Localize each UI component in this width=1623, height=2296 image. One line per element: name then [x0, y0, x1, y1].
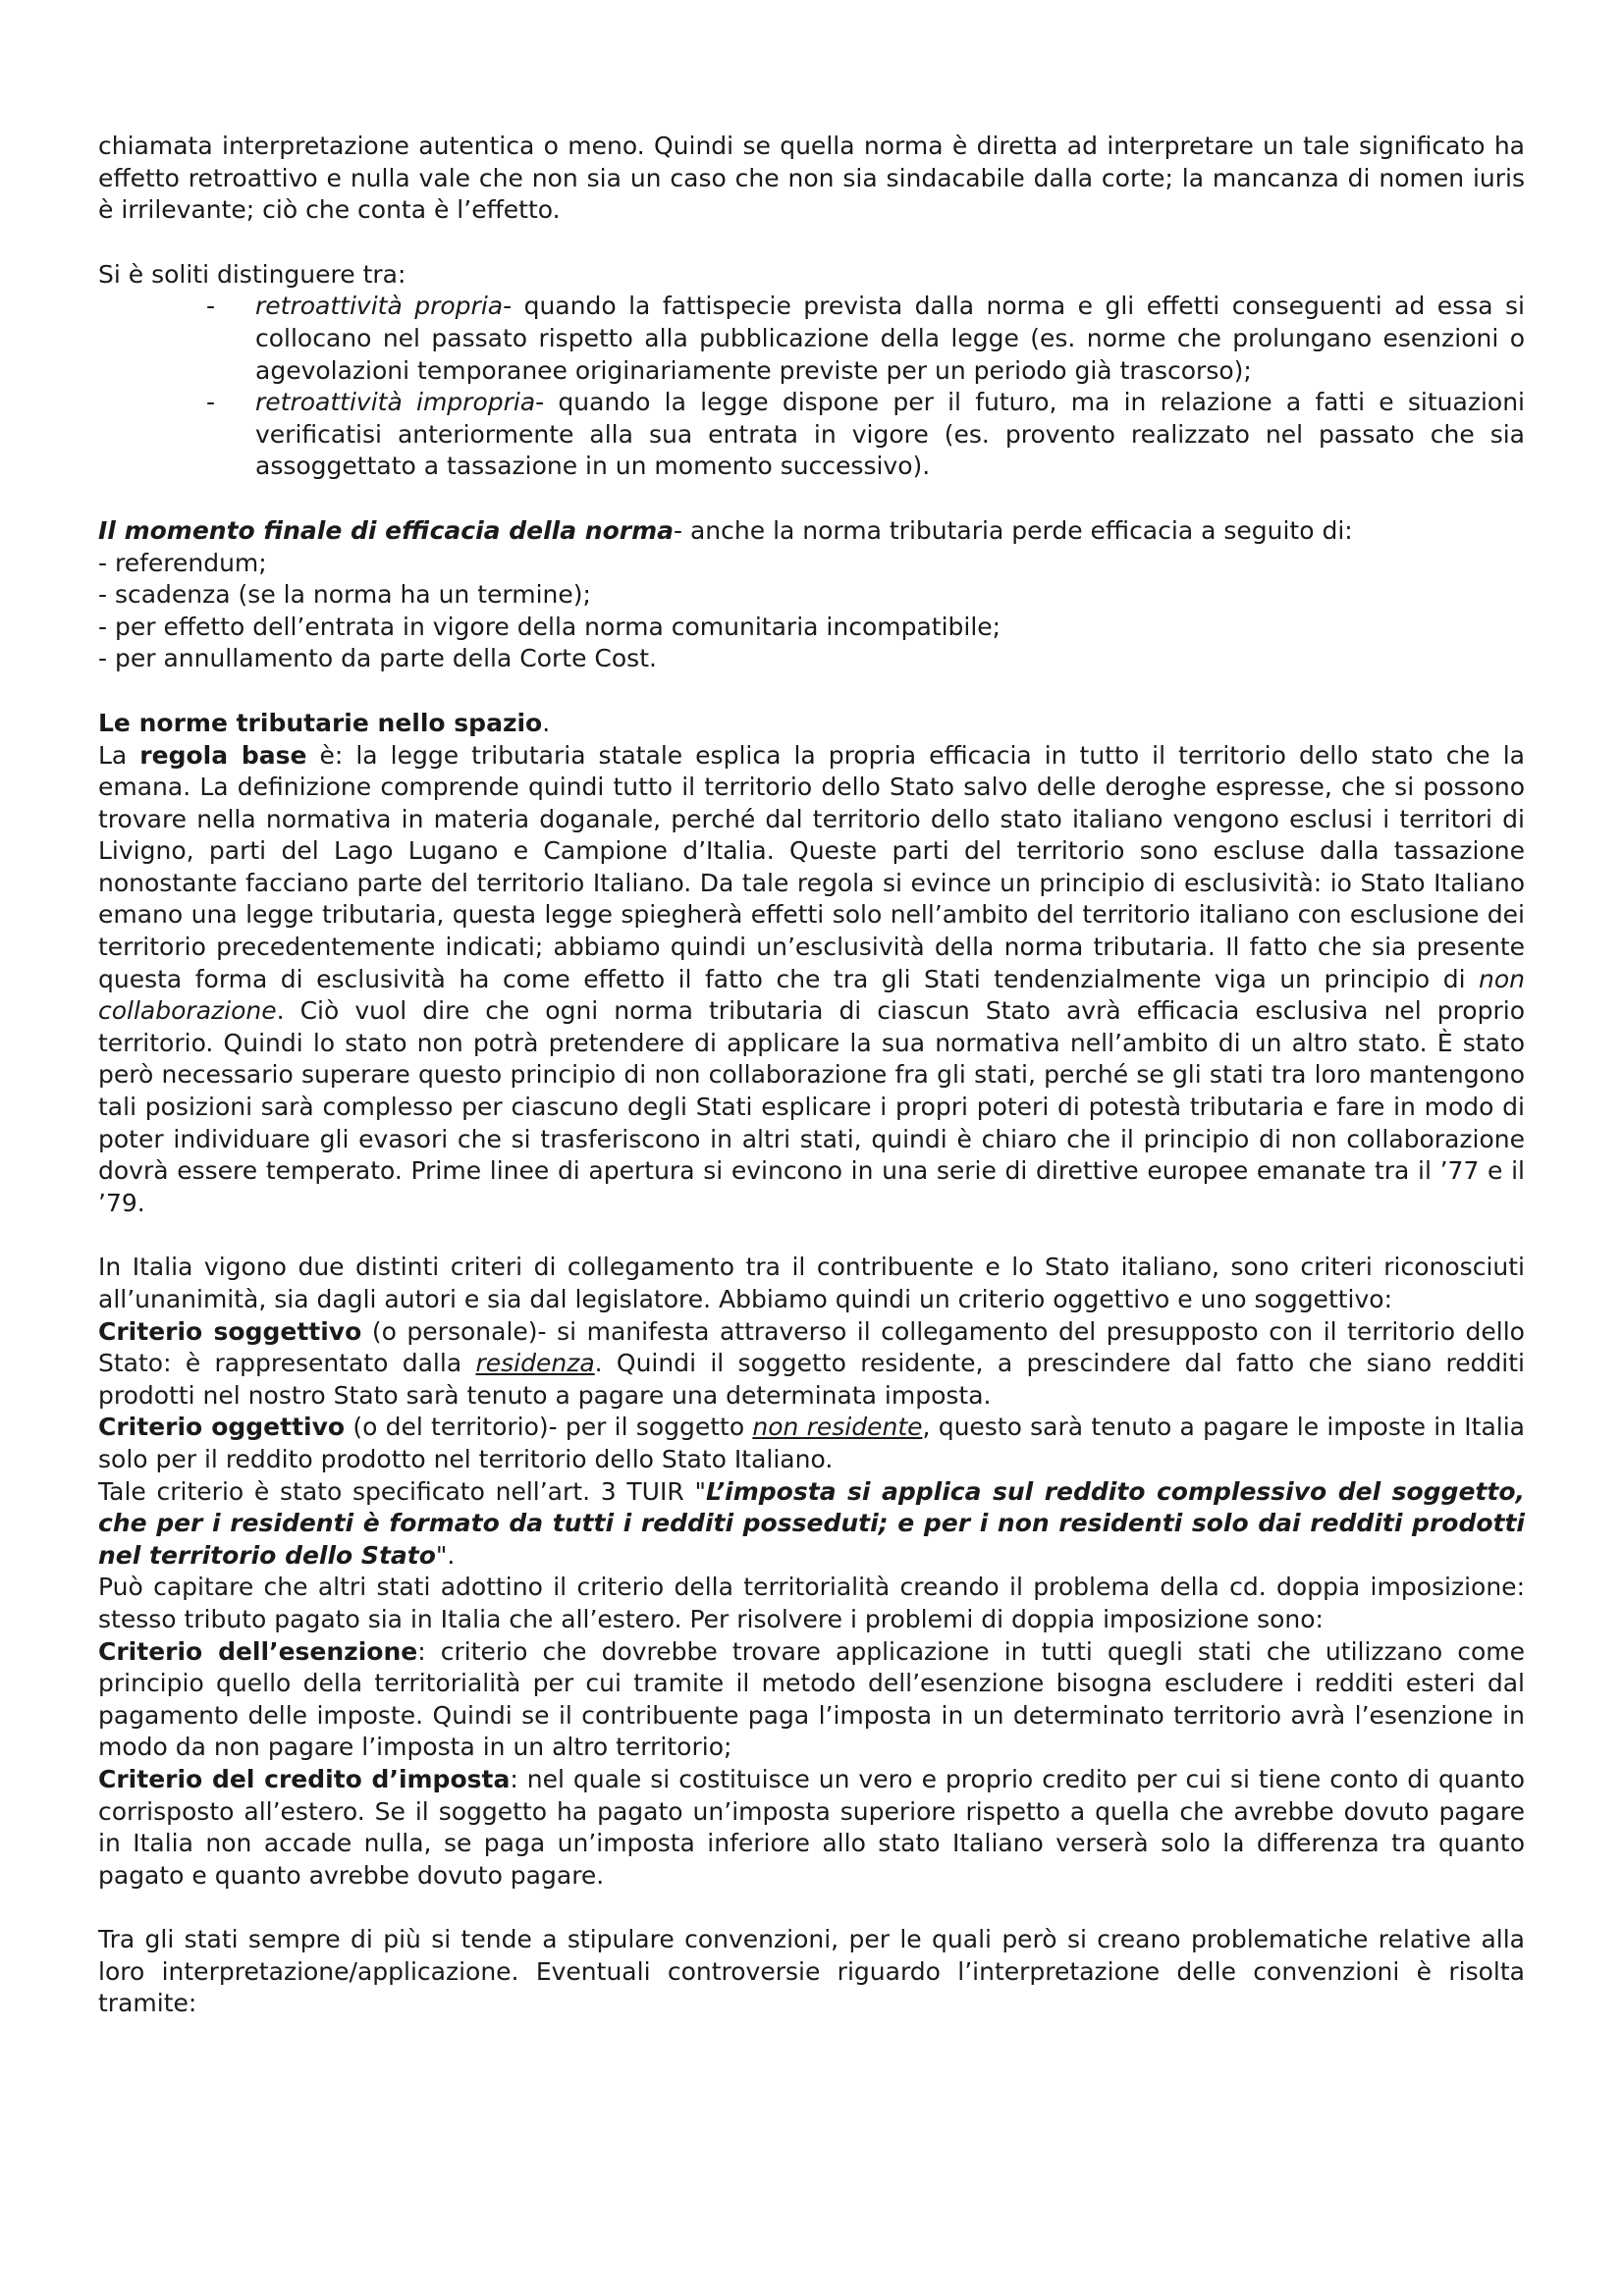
spacer — [98, 1892, 1525, 1924]
paragraph-text: - anche la norma tributaria perde efficacia a seguito di: — [674, 515, 1353, 545]
text-run: Tale criterio è stato specificato nell’art. 3 TUIR " — [98, 1476, 706, 1506]
spacer — [98, 483, 1525, 515]
italic-non-collaborazione: non collaborazione — [98, 964, 1525, 1026]
paragraph-criterio-soggettivo — [98, 1316, 1525, 1413]
list-item — [98, 387, 1525, 483]
paragraph-regola-base — [98, 740, 1525, 1220]
retroactivity-list — [98, 291, 1525, 483]
text-run: : criterio che dovrebbe trovare applicazione in tutti quegli stati che utilizzano come principio quello della territorialità per cui tramite il metodo dell’esenzione bisogna escludere i redditi esteri dal pagamento delle imposte. Quindi se il contribuente paga l’imposta in un determinato territorio avrà l’esenzione in modo da non pagare l’imposta in un altro territorio; — [98, 1636, 1525, 1762]
list-item: - referendum; — [98, 548, 267, 577]
text-run: è: la legge tributaria statale esplica la propria efficacia in tutto il territorio dello stato che la emana. La definizione comprende quindi tutto il territorio dello Stato salvo delle deroghe espresse, che si possono trovare nella normativa in materia doganale, perché dal territorio dello stato italiano vengono esclusi i territori di Livigno, parti del Lago Lugano e Campione d’Italia. Queste parti del territorio sono escluse dalla tassazione nonostante facciano parte del territorio Italiano. Da tale regola si evince un principio di esclusività: io Stato Italiano emano una legge tributaria, questa legge spiegherà effetti solo nell’ambito del territorio italiano con esclusione dei territorio precedentemente indicati; abbiamo quindi un’esclusività della norma tributaria. Il fatto che sia presente questa forma di esclusività ha come effetto il fatto che tra gli Stati tendenzialmente viga un principio di — [98, 740, 1525, 993]
paragraph-art-3-tuir — [98, 1476, 1525, 1573]
paragraph-distinguere: Si è soliti distinguere tra: — [98, 259, 406, 289]
list-item: - per annullamento da parte della Corte Cost. — [98, 644, 657, 673]
text-run: . Ciò vuol dire che ogni norma tributaria di ciascun Stato avrà efficacia esclusiva nel proprio territorio. Quindi lo stato non potrà pretendere di applicare la sua normativa nell’ambito di un altro stato. È stato però necessario superare questo principio di non collaborazione fra gli stati, perché se gli stati tra loro mantengono tali posizioni sarà complesso per ciascuno degli Stati esplicare i propri poteri di potestà tributaria e fare in modo di poter individuare gli evasori che si trasferiscono in altri stati, quindi è chiaro che il principio di non collaborazione dovrà essere temperato. Prime linee di apertura si evincono in una serie di direttive europee emanate tra il ’77 e il ’79. — [98, 996, 1525, 1217]
spacer — [98, 675, 1525, 708]
text-run: (o personale)- si manifesta attraverso il collegamento del presupposto con il territorio dello Stato: è rappresentato dalla — [98, 1316, 1525, 1378]
bold-criterio-oggettivo: Criterio oggettivo — [98, 1413, 346, 1442]
bold-criterio-esenzione: Criterio dell’esenzione — [98, 1636, 418, 1666]
text-run: : nel quale si costituisce un vero e proprio credito per cui si tiene conto di quanto corrisposto all’estero. Se il soggetto ha pagato un’imposta superiore rispetto a quella che avrebbe dovuto pagare in Italia non accade nulla, se paga un’imposta inferiore allo stato Italiano verserà solo la differenza tra quanto pagato e quanto avrebbe dovuto pagare. — [98, 1764, 1525, 1890]
underline-residenza: residenza — [475, 1349, 595, 1378]
text-run: (o del territorio)- per il soggetto — [345, 1413, 753, 1442]
underline-non-residente: non residente — [752, 1413, 923, 1442]
bullet-dash: - — [206, 388, 216, 417]
paragraph-criteri-intro: In Italia vigono due distinti criteri di collegamento tra il contribuente e lo Stato italiano, sono criteri riconosciuti all’unanimità, sia dagli autori e sia dal legislatore. Abbiamo quindi un criterio oggettivo e uno soggettivo: — [98, 1253, 1525, 1313]
paragraph-criterio-oggettivo — [98, 1412, 1525, 1475]
text-run: ". — [435, 1540, 456, 1570]
paragraph-convenzioni: Tra gli stati sempre di più si tende a stipulare convenzioni, per le quali però si creano problematiche relative alla loro interpretazione/applicazione. Eventuali controversie riguardo l’interpretazione delle convenzioni è risolta tramite: — [98, 1925, 1525, 2018]
list-item-text: - quando la fattispecie prevista dalla norma e gli effetti conseguenti ad essa si collocano nel passato rispetto alla pubblicazione della legge (es. norme che prolungano esenzioni o agevolazioni temporanee originariamente previste per un periodo già trascorso); — [255, 292, 1525, 385]
spacer — [98, 227, 1525, 259]
list-item — [98, 291, 1525, 387]
list-item-text: - quando la legge dispone per il futuro, ma in relazione a fatti e situazioni verificatisi anteriormente alla sua entrata in vigore (es. provento realizzato nel passato che sia assoggettato a tassazione in un momento successivo). — [255, 388, 1525, 481]
heading-momento-finale: Il momento finale di efficacia della norma — [98, 515, 675, 545]
list-item: - scadenza (se la norma ha un termine); — [98, 580, 591, 610]
heading-punct: . — [542, 708, 551, 737]
quote-art-3-tuir: L’imposta si applica sul reddito complessivo del soggetto, che per i residenti è formato da tutti i redditi posseduti; e per i non residenti solo dai redditi prodotti nel territorio dello Stato — [98, 1476, 1526, 1570]
term-retroattivita-propria: retroattività propria — [255, 292, 504, 321]
paragraph-momento-finale — [98, 515, 1525, 548]
paragraph-criterio-esenzione — [98, 1636, 1525, 1764]
bold-criterio-soggettivo: Criterio soggettivo — [98, 1316, 362, 1346]
term-retroattivita-impropria: retroattività impropria — [255, 388, 536, 417]
spacer — [98, 1219, 1525, 1252]
paragraph-criterio-credito — [98, 1764, 1525, 1892]
text-run: , questo sarà tenuto a pagare le imposte in Italia solo per il reddito prodotto nel territorio dello Stato Italiano. — [98, 1413, 1526, 1473]
text-run: La — [98, 740, 140, 770]
paragraph-doppia-imposizione: Può capitare che altri stati adottino il criterio della territorialità creando il problema della cd. doppia imposizione: stesso tributo pagato sia in Italia che all’estero. Per risolvere i problemi di doppia imposizione sono: — [98, 1573, 1525, 1633]
heading-text: Le norme tributarie nello spazio — [98, 708, 543, 737]
bold-criterio-credito: Criterio del credito d’imposta — [98, 1764, 511, 1793]
text-run: . Quindi il soggetto residente, a prescindere dal fatto che siano redditi prodotti nel nostro Stato sarà tenuto a pagare una determinata imposta. — [98, 1349, 1526, 1410]
section-heading-norme-spazio — [98, 708, 1525, 740]
list-item: - per effetto dell’entrata in vigore della norma comunitaria incompatibile; — [98, 612, 1001, 641]
paragraph-interpretazione: chiamata interpretazione autentica o meno. Quindi se quella norma è diretta ad interpretare un tale significato ha effetto retroattivo e nulla vale che non sia un caso che non sia sindacabile dalla corte; la mancanza di nomen iuris è irrilevante; ciò che conta è l’effetto. — [98, 132, 1525, 225]
bold-regola-base: regola base — [139, 740, 307, 770]
bullet-dash: - — [206, 292, 216, 321]
